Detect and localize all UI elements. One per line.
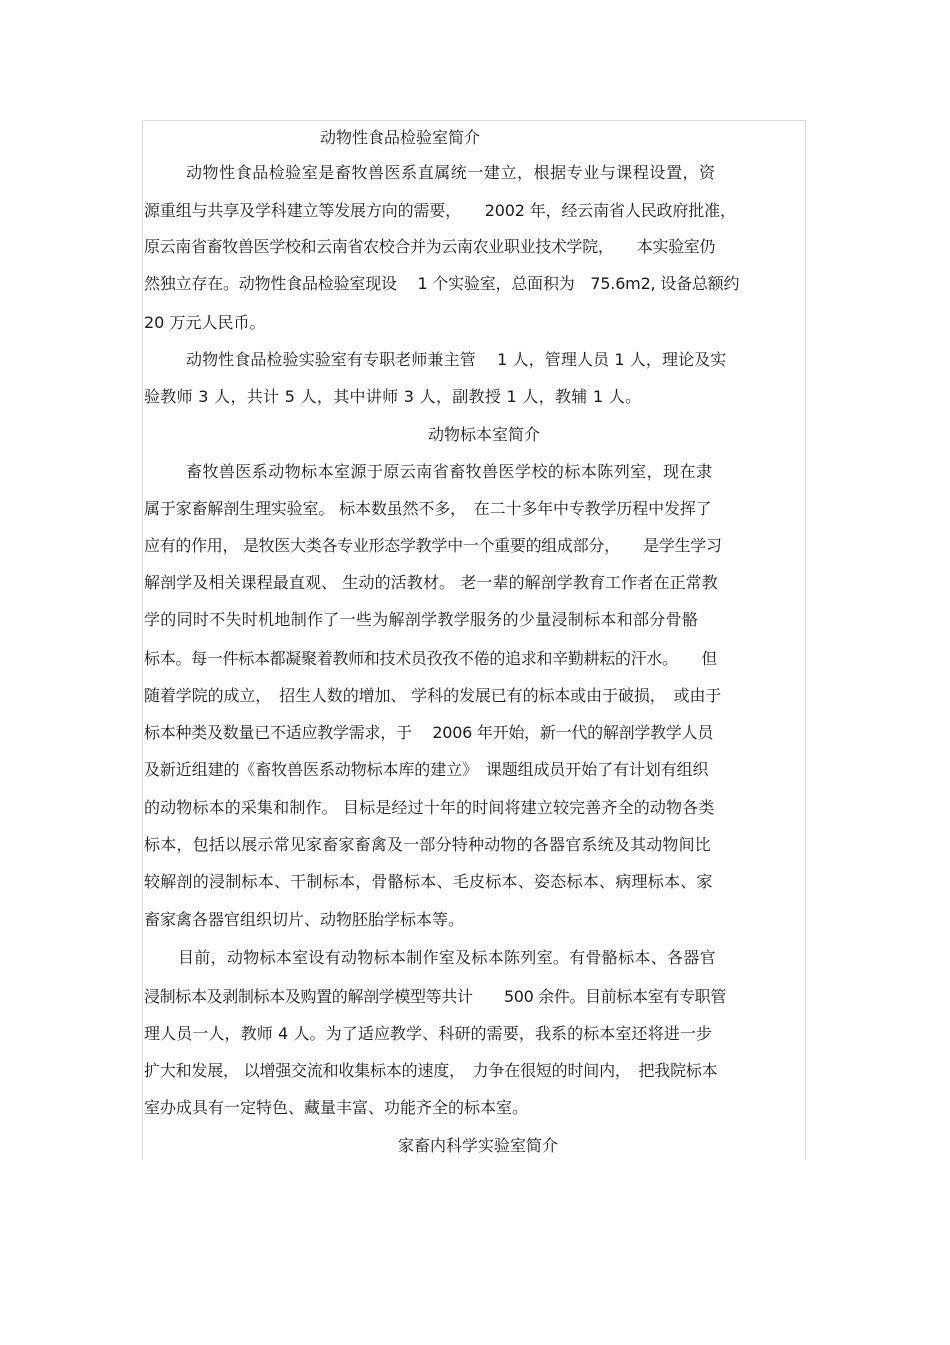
paragraph-line: 随着学院的成立， 招生人数的增加、 学科的发展已有的标本或由于破损， 或由于: [144, 686, 722, 705]
paragraph-line: 动物性食品检验室是畜牧兽医系直属统一建立，根据专业与课程设置，资: [186, 163, 716, 182]
paragraph-line: 原云南省畜牧兽医学校和云南省农校合并为云南农业职业技术学院， 本实验室仍: [144, 237, 716, 256]
paragraph-line: 源重组与共享及学科建立等发展方向的需要， 2002 年，经云南省人民政府批准，: [144, 201, 736, 220]
paragraph-line: 理人员一人，教师 4 人。为了适应教学、科研的需要，我系的标本室还将进一步: [144, 1024, 713, 1043]
paragraph-line: 学的同时不失时机地制作了一些为解剖学教学服务的少量浸制标本和部分骨骼: [144, 610, 699, 629]
paragraph-line: 标本，包括以展示常见家畜家畜禽及一部分特种动物的各器官系统及其动物间比: [144, 835, 712, 854]
paragraph-line: 及新近组建的《畜牧兽医系动物标本库的建立》 课题组成员开始了有计划有组织: [144, 760, 709, 779]
paragraph-line: 标本种类及数量已不适应教学需求，于 2006 年开始，新一代的解剖学教学人员: [144, 723, 714, 742]
paragraph-line: 属于家畜解剖生理实验室。 标本数虽然不多， 在二十多年中专教学历程中发挥了: [144, 499, 712, 518]
paragraph-line: 畜牧兽医系动物标本室源于原云南省畜牧兽医学校的标本陈列室，现在隶: [186, 462, 713, 481]
section-title: 动物性食品检验室简介: [320, 128, 481, 147]
paragraph-line: 标本。每一件标本都凝聚着教师和技术员孜孜不倦的追求和辛勤耕耘的汗水。 但: [144, 649, 717, 668]
paragraph-line: 畜家禽各器官组织切片、动物胚胎学标本等。: [144, 910, 465, 929]
section-title: 家畜内科学实验室简介: [398, 1136, 559, 1155]
paragraph-line: 的动物标本的采集和制作。 目标是经过十年的时间将建立较完善齐全的动物各类: [144, 798, 715, 817]
paragraph-line: 浸制标本及剥制标本及购置的解剖学模型等共计 500 余件。目前标本室有专职管: [144, 987, 726, 1006]
paragraph-line: 动物性食品检验实验室有专职老师兼主管 1 人，管理人员 1 人，理论及实: [186, 350, 727, 369]
paragraph-line: 应有的作用， 是牧医大类各专业形态学教学中一个重要的组成部分， 是学生学习: [144, 536, 722, 555]
paragraph-line: 然独立存在。动物性食品检验室现设 1 个实验室，总面积为 75.6m2, 设备总额约: [144, 274, 740, 293]
paragraph-line: 20 万元人民币。: [144, 313, 266, 332]
paragraph-line: 扩大和发展， 以增强交流和收集标本的速度， 力争在很短的时间内， 把我院标本: [144, 1061, 718, 1080]
paragraph-line: 较解剖的浸制标本、干制标本，骨骼标本、毛皮标本、姿态标本、病理标本、家: [144, 872, 713, 891]
section-title: 动物标本室简介: [428, 425, 541, 444]
paragraph-line: 室办成具有一定特色、藏量丰富、功能齐全的标本室。: [144, 1098, 529, 1117]
paragraph-line: 目前，动物标本室设有动物标本制作室及标本陈列室。有骨骼标本、各器官: [178, 948, 716, 967]
paragraph-line: 解剖学及相关课程最直观、 生动的活教材。 老一辈的解剖学教育工作者在正常教: [144, 573, 718, 592]
paragraph-line: 验教师 3 人，共计 5 人，其中讲师 3 人，副教授 1 人，教辅 1 人。: [144, 387, 642, 406]
